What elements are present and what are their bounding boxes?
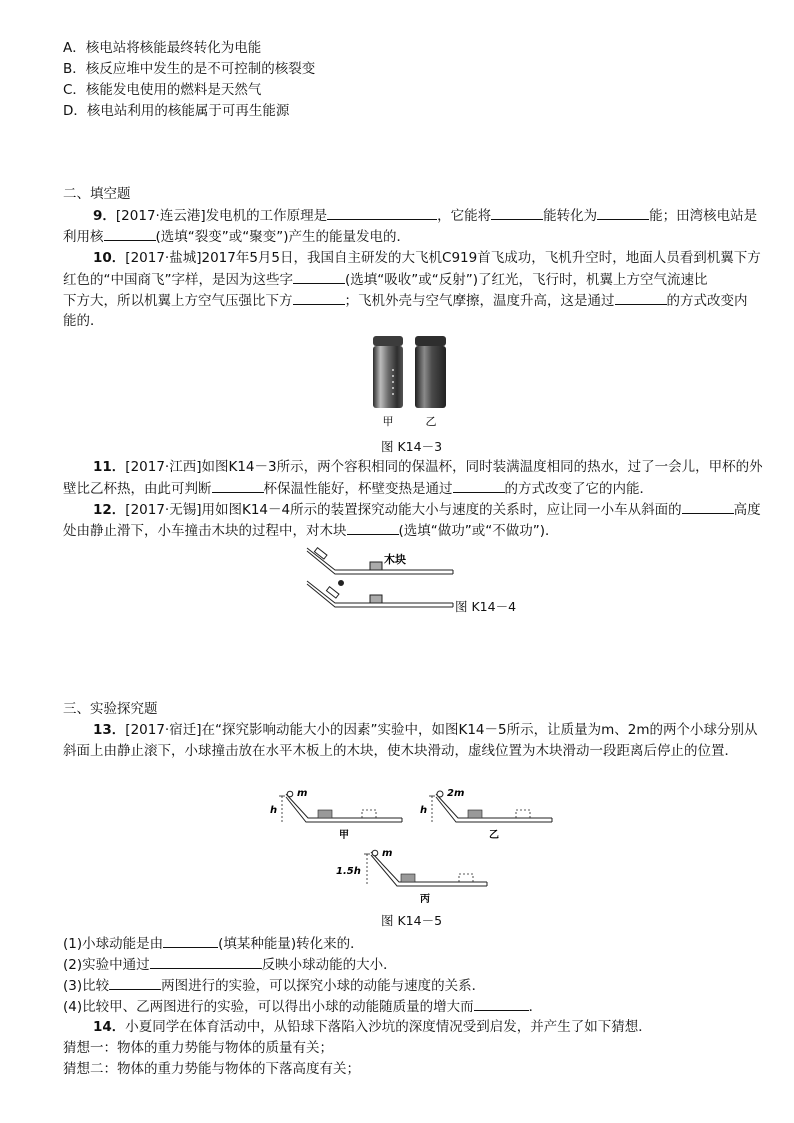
choice-a: A．核电站将核能最终转化为电能: [63, 40, 262, 56]
cup-yi-label: 乙: [425, 415, 437, 428]
q12-line1: [93, 499, 761, 520]
q13-sub2-text-a: (2)实验中通过: [63, 957, 150, 973]
q12-text-c: 处由静止滑下，小车撞击木块的过程中，对木块: [63, 523, 347, 539]
q10-text-e: ；飞机外壳与空气摩擦，温度升高，这是通过: [344, 293, 615, 309]
q10-text-c: (选填“吸收”或“反射”)了红光，飞行时，机翼上方空气流速比: [345, 272, 708, 288]
q10-blank-2[interactable]: [293, 290, 345, 305]
q13-blank-1[interactable]: [163, 933, 218, 948]
q14-number: 14．: [93, 1019, 126, 1035]
q12-text-d: (选填“做功”或“不做功”)．: [398, 523, 559, 539]
experiment-yi: [420, 788, 552, 841]
q9-blank-4[interactable]: [104, 226, 156, 241]
q9-text-b: ，它能将: [437, 208, 492, 224]
q9-line2: [63, 226, 410, 247]
experiment-yi-label: 乙: [489, 830, 499, 841]
q9-number: 9．: [93, 208, 116, 224]
cup-jia-label: 甲: [382, 415, 394, 428]
q13-sub3-text-a: (3)比较: [63, 978, 110, 994]
q14-text-a: 小夏同学在体育活动中，从铅球下落陷入沙坑的深度情况受到启发，并产生了如下猜想．: [125, 1019, 652, 1035]
q13-number: 13．: [93, 722, 126, 738]
ramp-setup-top: [307, 548, 453, 574]
q9-text-d: 能；田湾核电站是: [649, 208, 758, 224]
wood-block-label: 木块: [384, 553, 406, 566]
q9-text-c: 能转化为: [543, 208, 598, 224]
q10-line4: 能的．: [63, 313, 104, 329]
q13-sub2: [63, 954, 397, 975]
q13-sub1-text-b: (填某种能量)转化来的．: [218, 936, 364, 952]
q13-sub4-text-b: ．: [528, 999, 543, 1015]
q12-text-b: 高度: [733, 502, 761, 518]
figure-k14-4: [305, 545, 455, 615]
q11-text-b: 壁比乙杯热，由此可判断: [63, 481, 212, 497]
q11-line2: [63, 478, 653, 499]
q10-text-d: 下方大，所以机翼上方空气压强比下方: [63, 293, 293, 309]
cup-yi: [415, 336, 446, 408]
figure-k14-3-caption: 图 K14－3: [381, 439, 443, 454]
q13-sub3: [63, 975, 485, 996]
q14-guess2: 猜想二：物体的重力势能与物体的下落高度有关；: [63, 1061, 360, 1077]
q11-text-c: 杯保温性能好，杯壁变热是通过: [263, 481, 453, 497]
q13-line2: 斜面上由静止滚下，小球撞击放在水平木板上的木块，使木块滑动，虚线位置为木块滑动一段距离后停止的位置．: [63, 743, 738, 759]
q10-text-f: 的方式改变内: [666, 293, 748, 309]
experiment-jia-label: 甲: [339, 830, 349, 841]
q13-sub1: [63, 933, 364, 954]
q13-sub3-text-b: 两图进行的实验，可以探究小球的动能与速度的关系．: [161, 978, 486, 994]
q13-sub4-text-a: (4)比较甲、乙两图进行的实验，可以得出小球的动能随质量的增大而: [63, 999, 474, 1015]
q11-number: 11．: [93, 459, 126, 475]
experiment-jia: [270, 788, 402, 841]
q13-sub4: [63, 996, 542, 1017]
q12-text-a: [2017·无锡]用如图K14－4所示的装置探究动能大小与速度的关系时，应让同一小车从斜面的: [125, 502, 682, 518]
q9-blank-3[interactable]: [597, 205, 649, 220]
q13-sub1-text-a: (1)小球动能是由: [63, 936, 164, 952]
q11-text-d: 的方式改变了它的内能．: [504, 481, 653, 497]
q13-blank-4[interactable]: [474, 996, 529, 1011]
ramp-setup-bottom: [307, 581, 453, 608]
q10-text-b: 红色的“中国商飞”字样，是因为这些字: [63, 272, 293, 288]
mass-label-jia: m: [297, 788, 308, 799]
q9-text-e: 利用核: [63, 229, 104, 245]
q9-text-a: [2017·连云港]发电机的工作原理是: [115, 208, 328, 224]
choice-d: D．核电站利用的核能属于可再生能源: [63, 103, 290, 119]
mass-label-bing: m: [382, 848, 393, 859]
q12-blank-1[interactable]: [682, 499, 734, 514]
q12-blank-2[interactable]: [347, 520, 399, 535]
q13-sub2-text-b: 反映小球动能的大小．: [261, 957, 397, 973]
q12-line2: [63, 520, 559, 541]
height-label-bing: 1.5h: [336, 866, 361, 877]
q9-line1: [93, 205, 757, 226]
q9-blank-1[interactable]: [327, 205, 437, 220]
q10-line1: [93, 248, 761, 268]
figure-k14-5: [262, 788, 562, 906]
q10-line2: [63, 269, 708, 290]
cup-jia: [373, 336, 403, 408]
choice-c: C．核能发电使用的燃料是天然气: [63, 82, 262, 98]
experiment-bing-label: 丙: [420, 894, 430, 905]
q10-text-a: [2017·盐城]2017年5月5日，我国自主研发的大飞机C919首飞成功，飞机升空时，地面人员看到机翼下方: [125, 250, 761, 266]
q13-blank-2[interactable]: [150, 954, 262, 969]
q9-blank-2[interactable]: [491, 205, 543, 220]
height-label-yi: h: [420, 805, 428, 816]
q11-blank-1[interactable]: [212, 478, 264, 493]
q10-number: 10．: [93, 250, 126, 266]
q11-line1: [93, 457, 763, 477]
q14-line1: [93, 1017, 652, 1037]
q10-blank-3[interactable]: [615, 290, 667, 305]
figure-k14-4-caption: 图 K14－4: [455, 599, 517, 614]
q13-blank-3[interactable]: [109, 975, 161, 990]
q13-line1: [93, 720, 757, 740]
section-title-fill-in: 二、填空题: [63, 186, 131, 202]
height-label-jia: h: [270, 805, 278, 816]
q11-text-a: [2017·江西]如图K14－3所示，两个容积相同的保温杯，同时装满温度相同的热水，过了一会儿，甲杯的外: [125, 459, 763, 475]
q13-text-a: [2017·宿迁]在“探究影响动能大小的因素”实验中，如图K14－5所示，让质量为m、2m的两个小球分别从: [125, 722, 758, 738]
q10-blank-1[interactable]: [293, 269, 345, 284]
q14-guess1: 猜想一：物体的重力势能与物体的质量有关；: [63, 1040, 333, 1056]
mass-label-yi: 2m: [447, 788, 465, 799]
section-title-experiment: 三、实验探究题: [63, 701, 158, 717]
figure-k14-3: [365, 333, 455, 433]
q10-line3: [63, 290, 748, 311]
q9-text-f: (选填“裂变”或“聚变”)产生的能量发电的．: [155, 229, 411, 245]
figure-k14-5-caption: 图 K14－5: [381, 913, 443, 928]
choice-b: B．核反应堆中发生的是不可控制的核裂变: [63, 61, 316, 77]
q11-blank-2[interactable]: [453, 478, 505, 493]
q12-number: 12．: [93, 502, 126, 518]
experiment-bing: [336, 848, 487, 905]
